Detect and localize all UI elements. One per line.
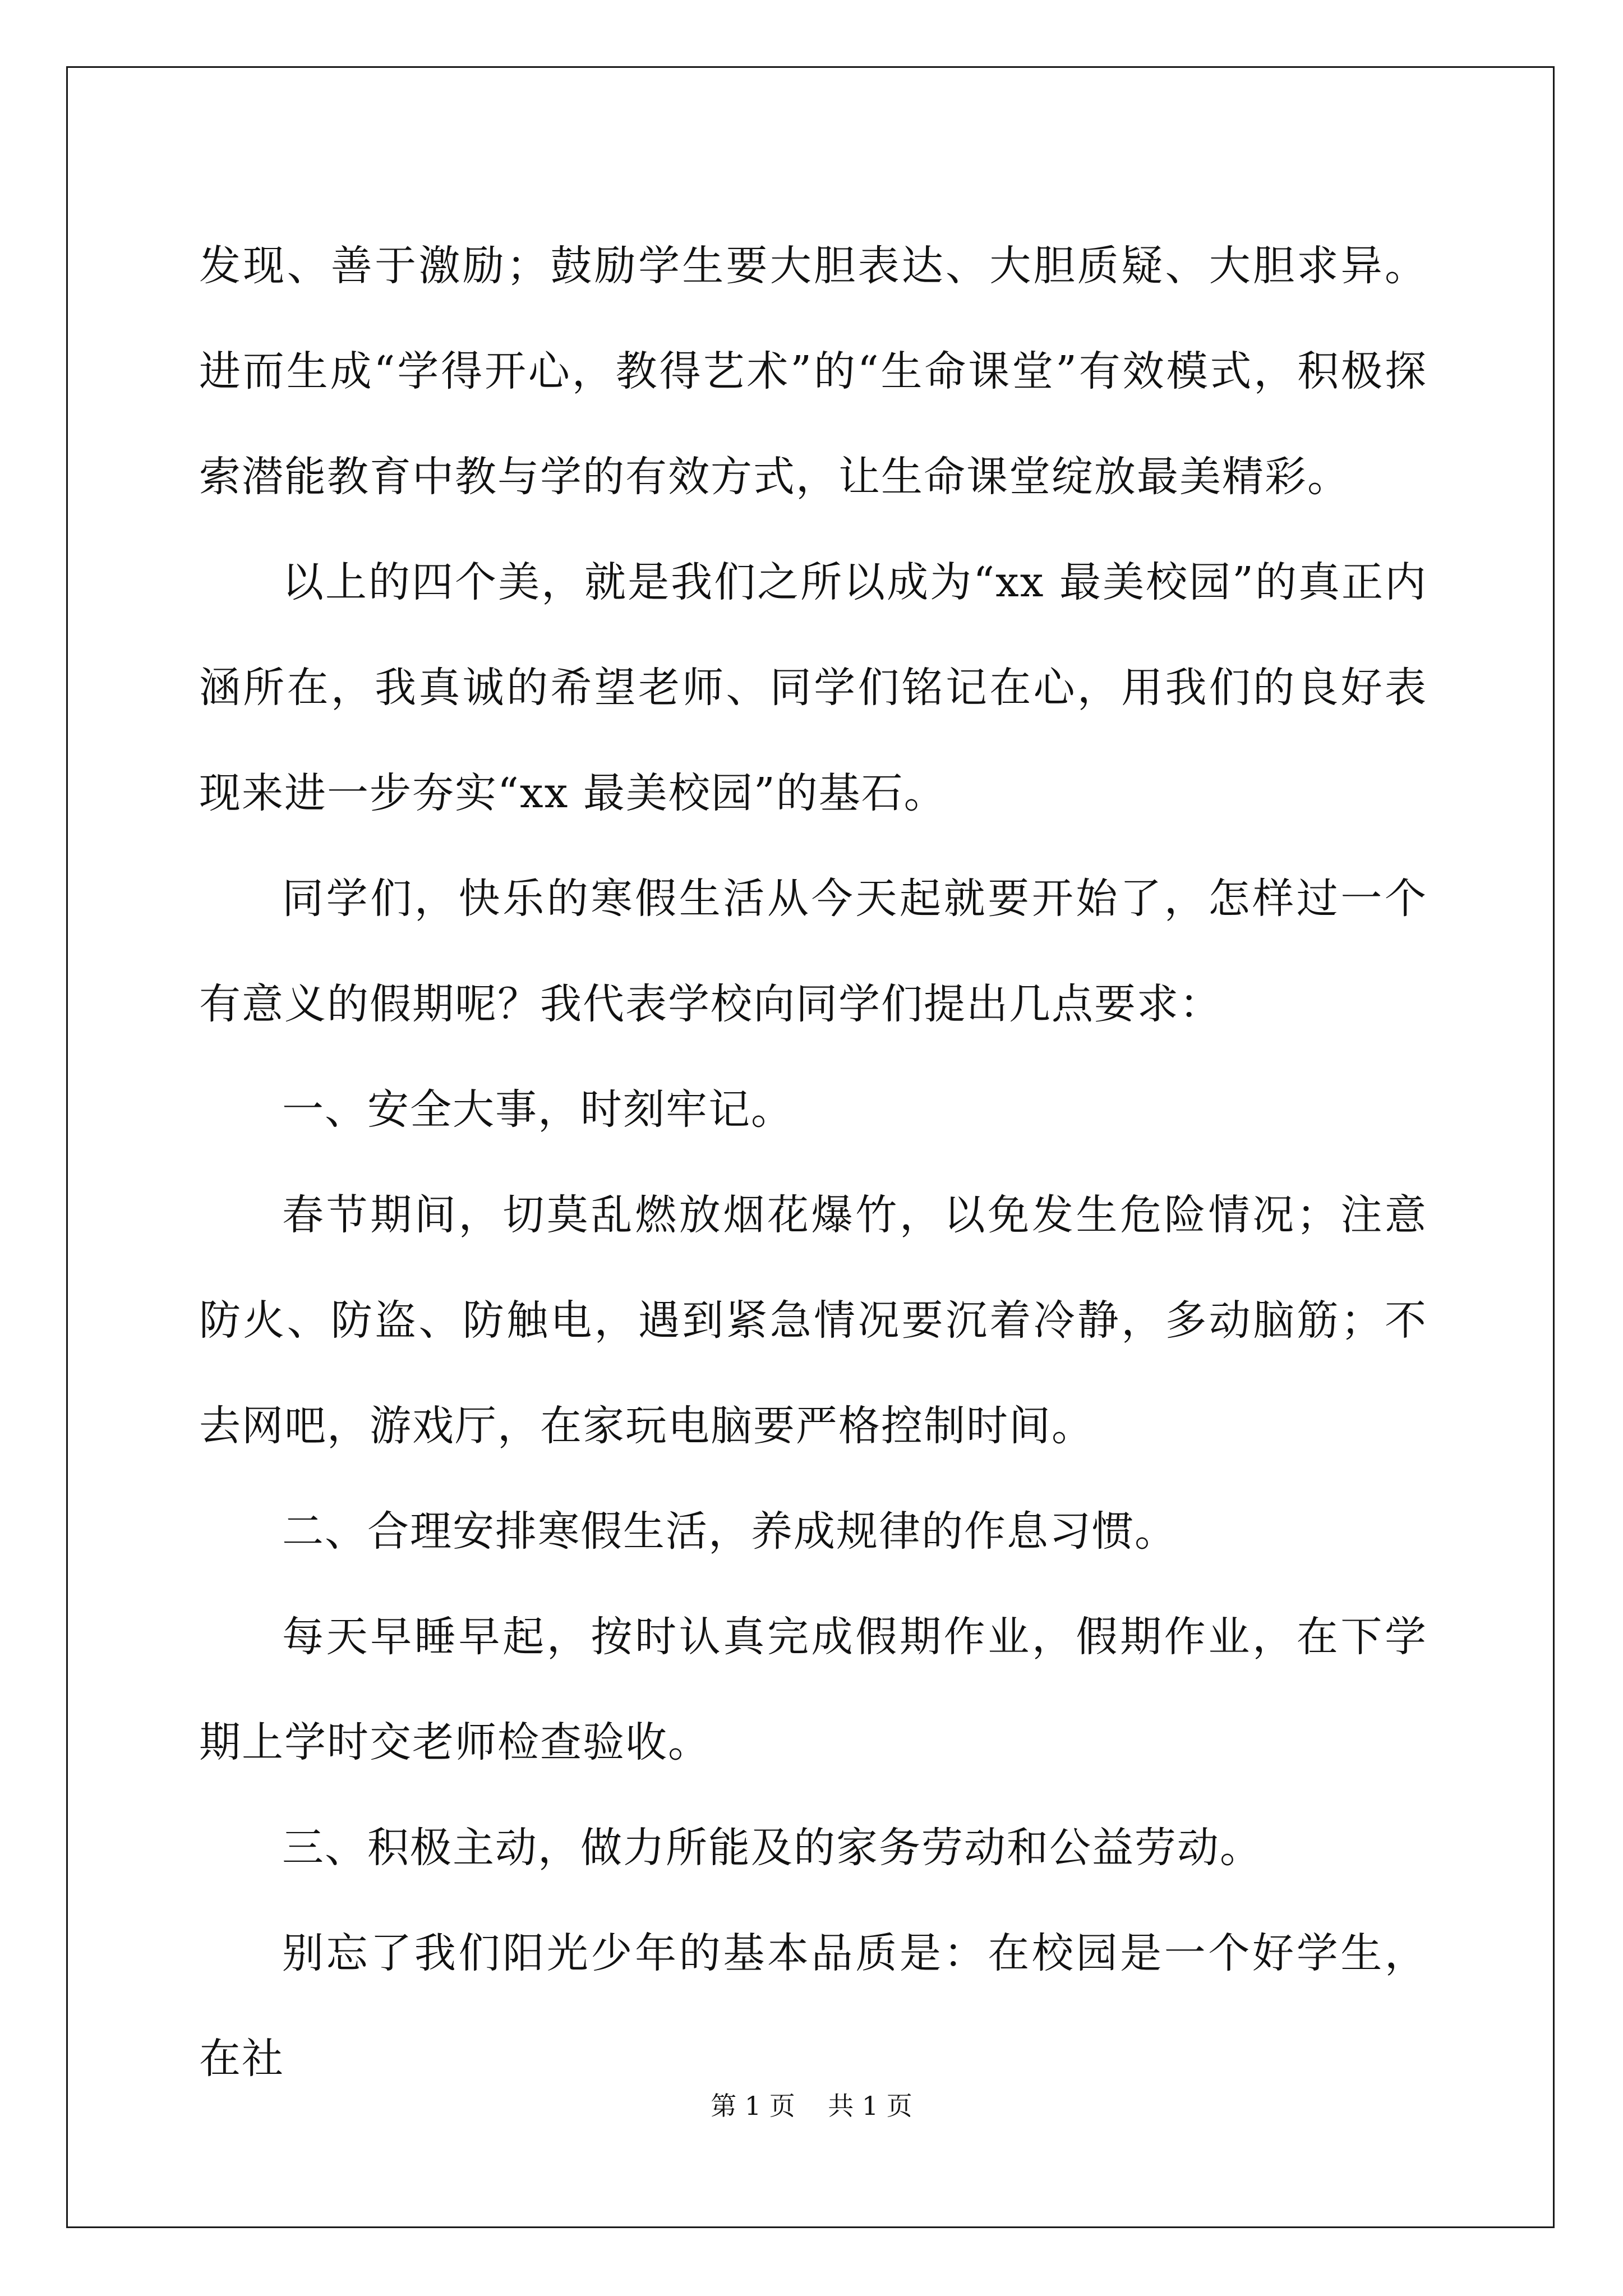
page-number-footer: 第 1 页 共 1 页 — [711, 2091, 912, 2121]
section-heading: 三、积极主动，做力所能及的家务劳动和公益劳动。 — [282, 1824, 1262, 1872]
section-heading: 二、合理安排寒假生活，养成规律的作息习惯。 — [282, 1507, 1177, 1556]
paragraph: 别忘了我们阳光少年的基本品质是：在校园是一个好学生，在社 — [199, 1929, 1427, 2083]
document-body — [199, 213, 1427, 2111]
paragraph: 同学们，快乐的寒假生活从今天起就要开始了，怎样过一个有意义的假期呢？我代表学校向同学们提出几点要求： — [199, 875, 1427, 1028]
paragraph: 春节期间，切莫乱燃放烟花爆竹，以免发生危险情况；注意防火、防盗、防触电，遇到紧急情况要沉着冷静，多动脑筋；不去网吧，游戏厅，在家玩电脑要严格控制时间。 — [199, 1191, 1427, 1450]
paragraph: 发现、善于激励；鼓励学生要大胆表达、大胆质疑、大胆求异。进而生成“学得开心，教得艺术”的“生命课堂”有效模式，积极探索潜能教育中教与学的有效方式，让生命课堂绽放最美精彩。 — [199, 242, 1427, 501]
paragraph: 以上的四个美，就是我们之所以成为“xx 最美校园”的真正内涵所在，我真诚的希望老师、同学们铭记在心，用我们的良好表现来进一步夯实“xx 最美校园”的基石。 — [199, 558, 1427, 817]
paragraph: 每天早睡早起，按时认真完成假期作业，假期作业，在下学期上学时交老师检查验收。 — [199, 1613, 1427, 1766]
section-heading: 一、安全大事，时刻牢记。 — [282, 1085, 794, 1134]
